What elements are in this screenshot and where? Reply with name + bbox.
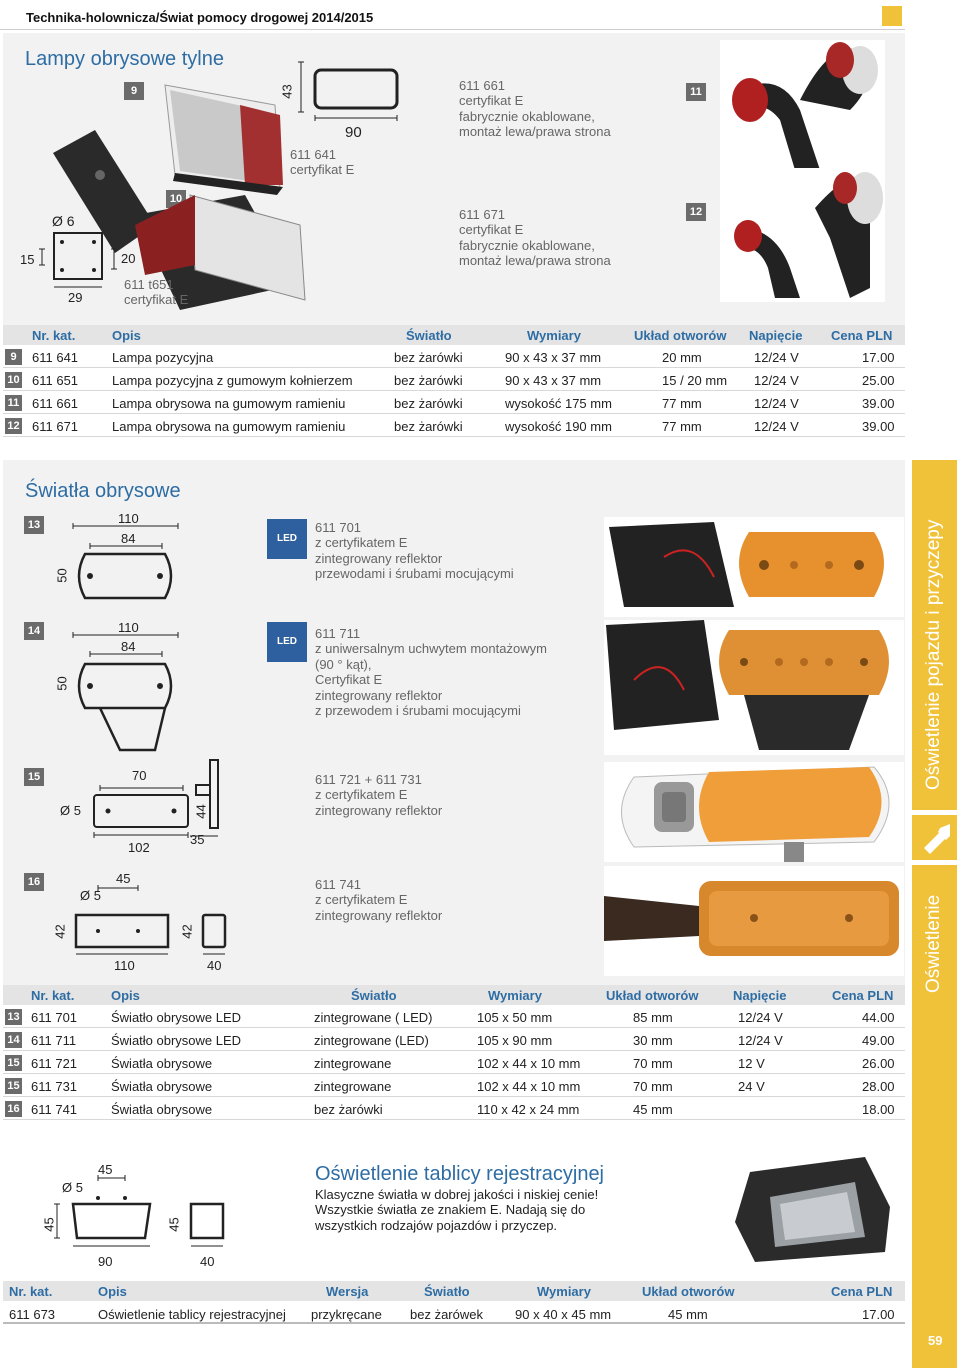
cell-wym: 102 x 44 x 10 mm bbox=[477, 1079, 581, 1094]
badge-9: 9 bbox=[124, 82, 144, 100]
cell-nap: 24 V bbox=[738, 1079, 765, 1094]
cell-swiatlo: bez żarówki bbox=[394, 419, 463, 434]
sidebar-text-vehicle-lighting: Oświetlenie pojazdu i przyczepy bbox=[923, 519, 944, 790]
cell-uklad: 70 mm bbox=[633, 1079, 673, 1094]
t3-h-opis: Opis bbox=[98, 1284, 127, 1299]
product-611-673-image bbox=[715, 1142, 900, 1272]
dim3-40: 40 bbox=[200, 1254, 215, 1269]
dim3-45a: 45 bbox=[41, 1217, 57, 1232]
row-number-badge: 13 bbox=[5, 1009, 22, 1025]
dim15-44: 44 bbox=[193, 804, 209, 819]
cell-kat: 611 741 bbox=[31, 1102, 78, 1117]
cell-opis: Lampa pozycyjna z gumowym kołnierzem bbox=[112, 373, 353, 388]
cell-uklad: 85 mm bbox=[633, 1010, 673, 1025]
cell-wym: 102 x 44 x 10 mm bbox=[477, 1056, 581, 1071]
t3-uklad: 45 mm bbox=[668, 1307, 708, 1322]
cell-nap: 12 V bbox=[738, 1056, 765, 1071]
cell-nap: 12/24 V bbox=[738, 1010, 783, 1025]
dim3-45b: 45 bbox=[166, 1217, 182, 1232]
cell-wym: 105 x 90 mm bbox=[477, 1033, 553, 1048]
info-611-721: 611 721 + 611 731 z certyfikatem E zintegrowany reflektor bbox=[315, 772, 443, 818]
dim-90: 90 bbox=[345, 124, 362, 141]
cell-nap: 12/24 V bbox=[754, 419, 799, 434]
dim16-42b: 42 bbox=[179, 924, 195, 939]
dim-20: 20 bbox=[121, 251, 136, 266]
info-611-641: 611 641 certyfikat E bbox=[290, 147, 355, 178]
info-611-741: 611 741 z certyfikatem E zintegrowany reflektor bbox=[315, 877, 443, 923]
cell-kat: 611 701 bbox=[31, 1010, 78, 1025]
cell-uklad: 15 / 20 mm bbox=[662, 373, 728, 388]
dim14-50: 50 bbox=[54, 676, 70, 691]
dim15-d5: Ø 5 bbox=[60, 803, 81, 818]
header-title: Technika-holownicza/Świat pomocy drogowej 2014/2015 bbox=[26, 10, 374, 25]
section3-description: Klasyczne światła w dobrej jakości i niskiej cenie! Wszystkie światła ze znakiem E. Nadają się do wszystkich rodzajów pojazdów i przyczep. bbox=[315, 1187, 599, 1233]
dim14-110: 110 bbox=[118, 620, 139, 635]
row-number-badge: 12 bbox=[5, 418, 22, 434]
dim3-45: 45 bbox=[98, 1162, 113, 1177]
info-611-661: 611 661 certyfikat E fabrycznie okablowane, montaż lewa/prawa strona bbox=[459, 78, 611, 140]
section3-title: Oświetlenie tablicy rejestracyjnej bbox=[315, 1163, 605, 1185]
t3-h-uklad: Układ otworów bbox=[642, 1284, 735, 1299]
cell-cena: 17.00 bbox=[862, 350, 895, 365]
dim-15: 15 bbox=[20, 252, 35, 267]
row-number-badge: 9 bbox=[5, 349, 22, 365]
t2-h-kat: Nr. kat. bbox=[31, 988, 75, 1003]
cell-swiatlo: bez żarówki bbox=[394, 396, 463, 411]
dim13-110: 110 bbox=[118, 511, 139, 526]
t2-h-nap: Napięcie bbox=[733, 988, 787, 1003]
dim13-84: 84 bbox=[121, 531, 136, 546]
section2-title: Światła obrysowe bbox=[25, 480, 181, 502]
cell-cena: 44.00 bbox=[862, 1010, 895, 1025]
cell-swiatlo: zintegrowane bbox=[314, 1056, 392, 1071]
cell-uklad: 70 mm bbox=[633, 1056, 673, 1071]
cell-nap: 12/24 V bbox=[738, 1033, 783, 1048]
cell-opis: Światła obrysowe bbox=[111, 1056, 213, 1071]
t1-h-kat: Nr. kat. bbox=[32, 328, 76, 343]
t3-h-cena: Cena PLN bbox=[831, 1284, 893, 1299]
cell-uklad: 77 mm bbox=[662, 396, 702, 411]
t3-h-wersja: Wersja bbox=[326, 1284, 369, 1299]
t3-h-wym: Wymiary bbox=[537, 1284, 591, 1299]
t1-h-uklad: Układ otworów bbox=[634, 328, 727, 343]
cell-kat: 611 661 bbox=[32, 396, 79, 411]
cell-kat: 611 641 bbox=[32, 350, 79, 365]
dim-29: 29 bbox=[68, 290, 83, 305]
page-number: 59 bbox=[928, 1333, 943, 1348]
cell-nap: 12/24 V bbox=[754, 396, 799, 411]
cell-kat: 611 651 bbox=[32, 373, 79, 388]
info-611-701: 611 701 z certyfikatem E zintegrowany reflektor przewodami i śrubami mocującymi bbox=[315, 520, 514, 582]
t3-h-kat: Nr. kat. bbox=[9, 1284, 53, 1299]
badge-16: 16 bbox=[24, 873, 44, 891]
badge-10: 10 bbox=[166, 190, 186, 208]
lamp-611-671-drawing bbox=[720, 168, 885, 302]
t1-h-wym: Wymiary bbox=[527, 328, 581, 343]
t3-swiatlo: bez żarówek bbox=[410, 1307, 483, 1322]
cell-wym: wysokość 190 mm bbox=[505, 419, 612, 434]
t3-wym: 90 x 40 x 45 mm bbox=[515, 1307, 612, 1322]
sidebar-text-lighting: Oświetlenie bbox=[923, 894, 944, 993]
dim16-45: 45 bbox=[116, 871, 131, 886]
t1-h-opis: Opis bbox=[112, 328, 141, 343]
row-number-badge: 15 bbox=[5, 1078, 22, 1094]
t1-h-nap: Napięcie bbox=[749, 328, 803, 343]
t2-h-swiatlo: Światło bbox=[351, 988, 397, 1003]
info-611-671: 611 671 certyfikat E fabrycznie okablowane, montaż lewa/prawa strona bbox=[459, 207, 611, 269]
cell-cena: 39.00 bbox=[862, 396, 895, 411]
info-611-711: 611 711 z uniwersalnym uchwytem montażowym (90 ° kąt), Certyfikat E zintegrowany reflektor z przewodem i śrubami mocującymi bbox=[315, 626, 547, 719]
section1-title: Lampy obrysowe tylne bbox=[25, 48, 224, 70]
t2-h-cena: Cena PLN bbox=[832, 988, 894, 1003]
dim16-110: 110 bbox=[114, 958, 135, 973]
product-611-701-drawing bbox=[604, 517, 904, 617]
row-number-badge: 11 bbox=[5, 395, 22, 411]
badge-15: 15 bbox=[24, 768, 44, 786]
cell-opis: Światła obrysowe bbox=[111, 1102, 213, 1117]
cell-opis: Lampa pozycyjna bbox=[112, 350, 214, 365]
flashlight-icon bbox=[918, 820, 954, 856]
t2-h-uklad: Układ otworów bbox=[606, 988, 699, 1003]
lamp-611-661-drawing bbox=[720, 40, 885, 170]
dim3-d5: Ø 5 bbox=[62, 1180, 83, 1195]
row-number-badge: 15 bbox=[5, 1055, 22, 1071]
dim3-90: 90 bbox=[98, 1254, 113, 1269]
product-611-741-drawing bbox=[604, 866, 904, 976]
t3-opis: Oświetlenie tablicy rejestracyjnej bbox=[98, 1307, 286, 1322]
cell-swiatlo: zintegrowane bbox=[314, 1079, 392, 1094]
product-611-711-drawing bbox=[604, 620, 904, 755]
dim13-50: 50 bbox=[54, 568, 70, 583]
cell-cena: 39.00 bbox=[862, 419, 895, 434]
t2-h-wym: Wymiary bbox=[488, 988, 542, 1003]
dim-d6: Ø 6 bbox=[52, 213, 75, 229]
dim-lines-611-651 bbox=[38, 225, 128, 295]
dim15-35: 35 bbox=[190, 832, 205, 847]
t3-wersja: przykręcane bbox=[311, 1307, 382, 1322]
cell-uklad: 30 mm bbox=[633, 1033, 673, 1048]
dim15-70: 70 bbox=[132, 768, 147, 783]
led-icon: LED bbox=[267, 622, 307, 662]
t3-cena: 17.00 bbox=[862, 1307, 895, 1322]
cell-cena: 25.00 bbox=[862, 373, 895, 388]
cell-cena: 26.00 bbox=[862, 1056, 895, 1071]
cell-opis: Lampa obrysowa na gumowym ramieniu bbox=[112, 396, 346, 411]
row-number-badge: 16 bbox=[5, 1101, 22, 1117]
cell-kat: 611 731 bbox=[31, 1079, 78, 1094]
badge-12: 12 bbox=[686, 203, 706, 221]
cell-kat: 611 721 bbox=[31, 1056, 78, 1071]
info-611-651: 611 t651 certyfikat E bbox=[124, 277, 189, 308]
cell-swiatlo: zintegrowane (LED) bbox=[314, 1033, 429, 1048]
cell-swiatlo: bez żarówki bbox=[394, 350, 463, 365]
row-number-badge: 10 bbox=[5, 372, 22, 388]
cell-swiatlo: zintegrowane ( LED) bbox=[314, 1010, 433, 1025]
cell-wym: 110 x 42 x 24 mm bbox=[477, 1102, 580, 1117]
cell-cena: 28.00 bbox=[862, 1079, 895, 1094]
dim-43: 43 bbox=[279, 84, 295, 99]
t1-h-swiatlo: Światło bbox=[406, 328, 452, 343]
led-icon: LED bbox=[267, 519, 307, 559]
t2-h-opis: Opis bbox=[111, 988, 140, 1003]
cell-cena: 18.00 bbox=[862, 1102, 895, 1117]
cell-nap: 12/24 V bbox=[754, 350, 799, 365]
cell-cena: 49.00 bbox=[862, 1033, 895, 1048]
dim16-40: 40 bbox=[207, 958, 222, 973]
cell-wym: wysokość 175 mm bbox=[505, 396, 612, 411]
cell-uklad: 77 mm bbox=[662, 419, 702, 434]
dim16-42a: 42 bbox=[52, 924, 68, 939]
row-number-badge: 14 bbox=[5, 1032, 22, 1048]
cell-opis: Światła obrysowe bbox=[111, 1079, 213, 1094]
t3-kat: 611 673 bbox=[9, 1307, 56, 1322]
cell-swiatlo: bez żarówki bbox=[394, 373, 463, 388]
cell-opis: Lampa obrysowa na gumowym ramieniu bbox=[112, 419, 346, 434]
cell-uklad: 20 mm bbox=[662, 350, 702, 365]
cell-opis: Światło obrysowe LED bbox=[111, 1010, 242, 1025]
cell-kat: 611 671 bbox=[32, 419, 79, 434]
cell-opis: Światło obrysowe LED bbox=[111, 1033, 242, 1048]
badge-14: 14 bbox=[24, 622, 44, 640]
product-611-721-drawing bbox=[604, 762, 904, 862]
badge-13: 13 bbox=[24, 516, 44, 534]
cell-kat: 611 711 bbox=[31, 1033, 77, 1048]
badge-11: 11 bbox=[686, 83, 706, 101]
cell-nap: 12/24 V bbox=[754, 373, 799, 388]
cell-wym: 105 x 50 mm bbox=[477, 1010, 553, 1025]
cell-wym: 90 x 43 x 37 mm bbox=[505, 373, 602, 388]
header-accent-square bbox=[882, 6, 902, 26]
dim16-d5: Ø 5 bbox=[80, 888, 101, 903]
cell-wym: 90 x 43 x 37 mm bbox=[505, 350, 602, 365]
cell-uklad: 45 mm bbox=[633, 1102, 673, 1117]
t1-h-cena: Cena PLN bbox=[831, 328, 893, 343]
t3-h-swiatlo: Światło bbox=[424, 1284, 470, 1299]
dim15-102: 102 bbox=[128, 840, 150, 855]
cell-swiatlo: bez żarówki bbox=[314, 1102, 383, 1117]
dim14-84: 84 bbox=[121, 639, 136, 654]
